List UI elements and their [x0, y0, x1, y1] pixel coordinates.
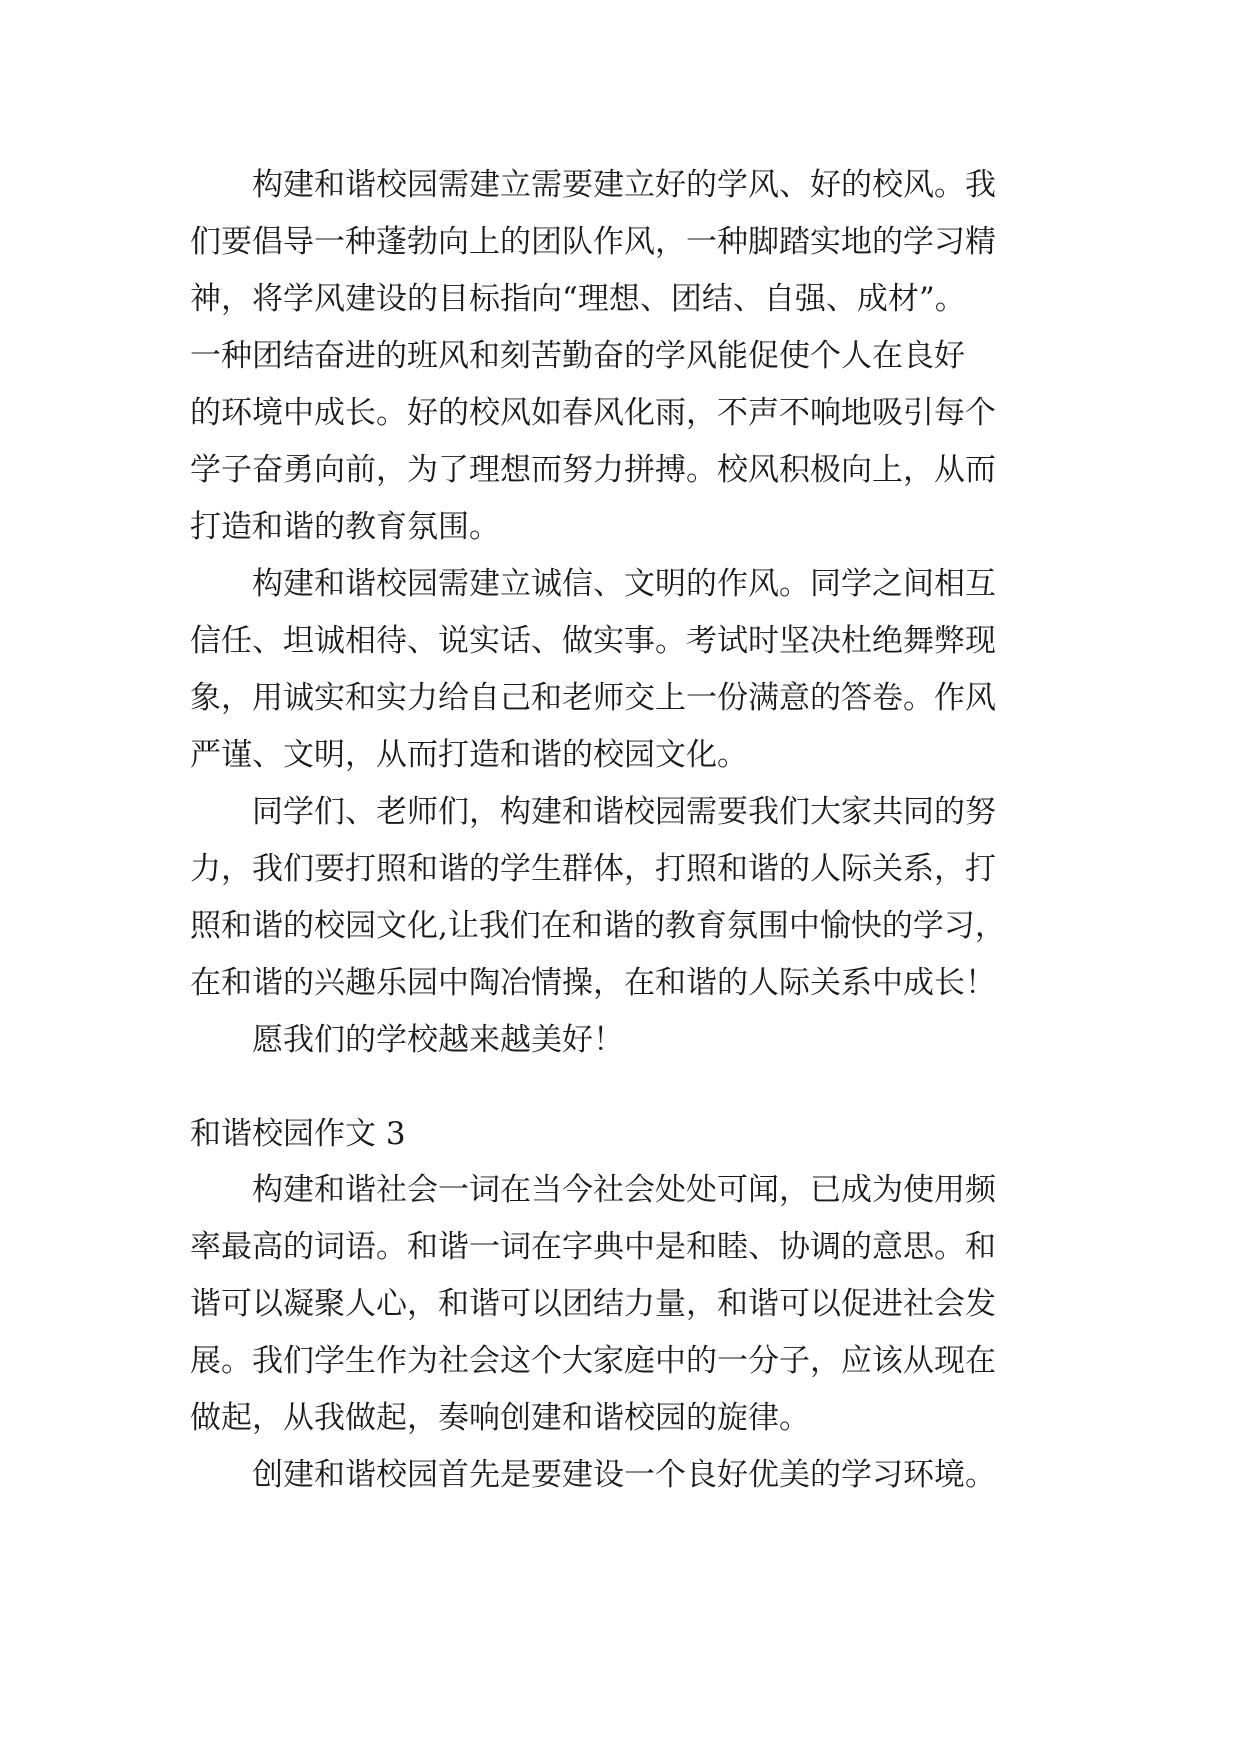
text-line: 一种团结奋进的班风和刻苦勤奋的学风能促使个人在良好 — [190, 338, 965, 374]
text-line: 神，将学风建设的目标指向“理想、团结、自强、成材”。 — [190, 281, 966, 317]
text-line: 同学们、老师们，构建和谐校园需要我们大家共同的努 — [252, 794, 996, 830]
text-line: 构建和谐社会一词在当今社会处处可闻，已成为使用频 — [252, 1172, 996, 1208]
text-line: 象，用诚实和实力给自己和老师交上一份满意的答卷。作风 — [190, 680, 996, 716]
text-line: 愿我们的学校越来越美好！ — [252, 1022, 624, 1058]
text-line: 谐可以凝聚人心，和谐可以团结力量，和谐可以促进社会发 — [190, 1286, 996, 1322]
text-line: 的环境中成长。好的校风如春风化雨，不声不响地吸引每个 — [190, 395, 996, 431]
text-line: 照和谐的校园文化,让我们在和谐的教育氛围中愉快的学习， — [190, 908, 1006, 944]
text-line: 创建和谐校园首先是要建设一个良好优美的学习环境。 — [252, 1457, 996, 1493]
text-line: 学子奋勇向前，为了理想而努力拼搏。校风积极向上，从而 — [190, 452, 996, 488]
text-line: 率最高的词语。和谐一词在字典中是和睦、协调的意思。和 — [190, 1229, 996, 1265]
text-line: 在和谐的兴趣乐园中陶冶情操，在和谐的人际关系中成长！ — [190, 965, 996, 1001]
text-line: 构建和谐校园需建立需要建立好的学风、好的校风。我 — [252, 167, 996, 203]
text-line: 做起，从我做起，奏响创建和谐校园的旋律。 — [190, 1400, 810, 1436]
text-line: 严谨、文明，从而打造和谐的校园文化。 — [190, 737, 748, 773]
text-line: 构建和谐校园需建立诚信、文明的作风。同学之间相互 — [252, 566, 996, 602]
text-line: 力，我们要打照和谐的学生群体，打照和谐的人际关系，打 — [190, 851, 996, 887]
text-line: 打造和谐的教育氛围。 — [190, 509, 500, 545]
text-line: 展。我们学生作为社会这个大家庭中的一分子，应该从现在 — [190, 1343, 996, 1379]
section-heading: 和谐校园作文 3 — [190, 1116, 406, 1152]
text-line: 信任、坦诚相待、说实话、做实事。考试时坚决杜绝舞弊现 — [190, 623, 996, 659]
text-line: 们要倡导一种蓬勃向上的团队作风，一种脚踏实地的学习精 — [190, 224, 996, 260]
